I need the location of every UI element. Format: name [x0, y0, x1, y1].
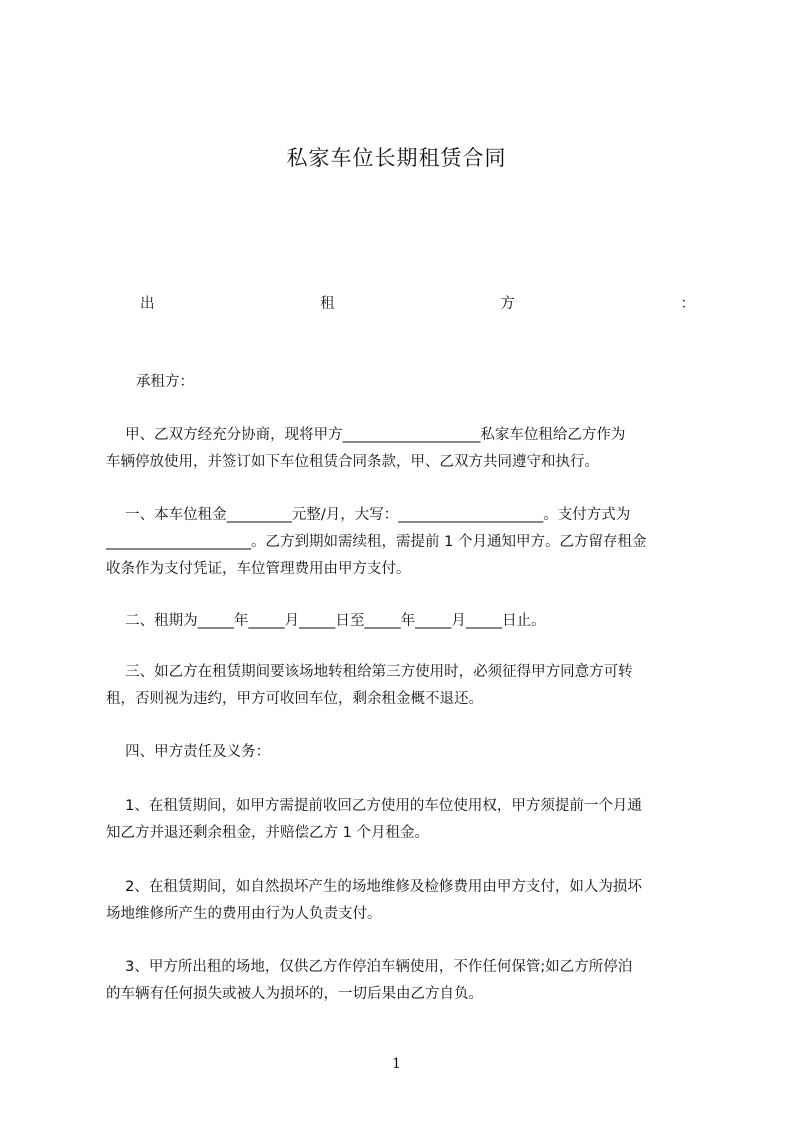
- clause-1-line-3: 收条作为支付凭证，车位管理费用由甲方支付。: [106, 561, 411, 577]
- page-number: 1: [392, 1056, 401, 1072]
- item-3-line-2: 的车辆有任何损失或被人为损坏的，一切后果由乙方自负。: [106, 986, 483, 1002]
- clause-1-line-1: 一、本车位租金_________元整/月，大写：____________________。支付方式为: [106, 507, 631, 523]
- clause-3-line-1: 三、如乙方在租赁期间要该场地转租给第三方使用时，必须征得甲方同意方可转: [106, 664, 633, 680]
- item-1-line-1: 1、在租赁期间，如甲方需提前收回乙方使用的车位使用权，甲方须提前一个月通: [106, 798, 642, 814]
- lessor-char: ：: [680, 296, 695, 312]
- lessor-char: 出: [140, 296, 155, 312]
- intro-line-2: 车辆停放使用，并签订如下车位租赁合同条款，甲、乙双方共同遵守和执行。: [106, 454, 599, 470]
- lessor-line: [140, 292, 695, 313]
- item-3-line-1: 3、甲方所出租的场地，仅供乙方作停泊车辆使用，不作任何保管;如乙方所停泊: [106, 959, 633, 975]
- item-1-line-2: 知乙方并退还剩余租金，并赔偿乙方 1 个月租金。: [106, 825, 429, 841]
- intro-line-1: 甲、乙双方经充分协商，现将甲方___________________私家车位租给乙方作为: [106, 427, 626, 443]
- clause-4-heading: 四、甲方责任及义务：: [106, 744, 271, 760]
- item-2-line-2: 场地维修所产生的费用由行为人负责支付。: [106, 906, 382, 922]
- lessor-char: 方: [500, 296, 515, 312]
- item-2-line-1: 2、在租赁期间，如自然损坏产生的场地维修及检修费用由甲方支付，如人为损坏: [106, 879, 642, 895]
- clause-1-line-2: ____________________。乙方到期如需续租，需提前 1 个月通知甲方。乙方留存租金: [106, 534, 647, 550]
- clause-2-line: 二、租期为_____年_____月_____日至_____年_____月_____日止。: [106, 613, 546, 629]
- lessor-char: 租: [320, 296, 335, 312]
- document-title: 私家车位长期租赁合同: [286, 146, 507, 170]
- lessee-line: 承租方：: [136, 374, 194, 390]
- clause-3-line-2: 租，否则视为违约，甲方可收回车位，剩余租金概不退还。: [106, 691, 483, 707]
